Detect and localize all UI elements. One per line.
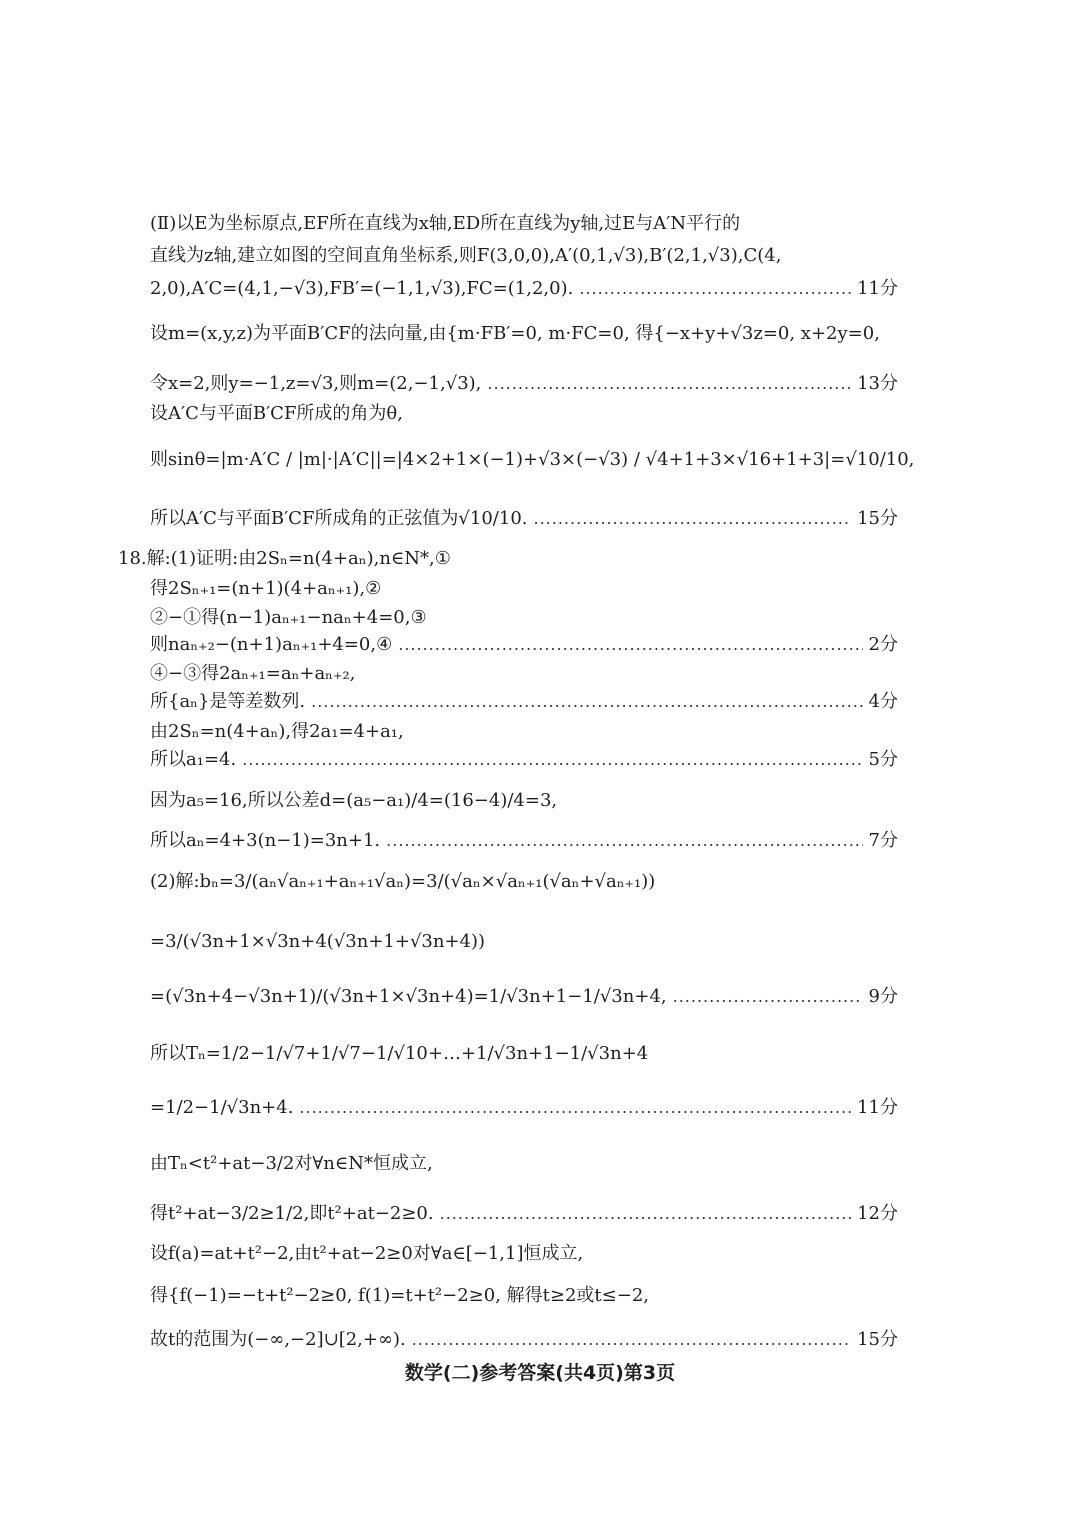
line-text: =3/(√3n+1×√3n+4(√3n+1+√3n+4)) [150, 931, 486, 952]
text-line [150, 400, 898, 428]
line-text: 由Tₙ<t²+at−3/2对∀n∈N*恒成立, [150, 1153, 433, 1174]
text-line [150, 1150, 898, 1178]
leader-dots [579, 275, 851, 303]
line-text: 所以a₁=4. [150, 749, 237, 770]
line-text: 令x=2,则y=−1,z=√3,则m=(2,−1,√3), [150, 373, 482, 394]
line-text: 得t²+at−3/2≥1/2,即t²+at−2≥0. [150, 1203, 434, 1224]
line-text: 设f(a)=at+t²−2,由t²+at−2≥0对∀a∈[−1,1]恒成立, [150, 1243, 584, 1264]
score-label: 2分 [868, 634, 898, 655]
text-line [150, 718, 898, 746]
line-text: 所以aₙ=4+3(n−1)=3n+1. [150, 830, 381, 851]
line-text: (2)解:bₙ=3/(aₙ√aₙ₊₁+aₙ₊₁√aₙ)=3/(√aₙ×√aₙ₊₁(√aₙ+√aₙ₊₁)) [150, 871, 656, 892]
score-label: 5分 [868, 749, 898, 770]
leader-dots [386, 827, 862, 855]
leader-dots [398, 631, 862, 659]
line-text: 因为a₅=16,所以公差d=(a₅−a₁)/4=(16−4)/4=3, [150, 790, 558, 811]
score-label: 11分 [857, 278, 898, 299]
line-text: 设m=(x,y,z)为平面B′CF的法向量,由{m·FB′=0, m·FC=0, 得{−x+y+√3z=0, x+2y=0, [150, 323, 880, 344]
line-text: 2,0),A′C=(4,1,−√3),FB′=(−1,1,√3),FC=(1,2,0). [150, 278, 574, 299]
score-label: 15分 [857, 1329, 898, 1350]
page-footer: 数学(二)参考答案(共4页)第3页 [404, 1362, 676, 1384]
text-line [150, 1240, 898, 1268]
scored-line [150, 631, 898, 659]
leader-dots [440, 1200, 851, 1228]
text-line [150, 1282, 898, 1310]
line-text: 所以A′C与平面B′CF所成角的正弦值为√10/10. [150, 508, 528, 529]
line-text: 所以Tₙ=1/2−1/√7+1/√7−1/√10+…+1/√3n+1−1/√3n+4 [150, 1043, 649, 1064]
text-line [150, 787, 898, 815]
line-text: 则naₙ₊₂−(n+1)aₙ₊₁+4=0,④ [150, 634, 393, 655]
leader-dots [412, 1326, 851, 1354]
line-text: 所{aₙ}是等差数列. [150, 691, 306, 712]
scored-line [150, 1200, 898, 1228]
score-label: 12分 [857, 1203, 898, 1224]
text-line [118, 545, 898, 573]
score-label: 15分 [857, 508, 898, 529]
line-text: ④−③得2aₙ₊₁=aₙ+aₙ₊₂, [150, 663, 356, 684]
text-line [150, 1040, 898, 1068]
leader-dots [534, 505, 852, 533]
line-text: 设A′C与平面B′CF所成的角为θ, [150, 403, 403, 424]
leader-dots [242, 746, 862, 774]
leader-dots [299, 1094, 851, 1122]
text-line [150, 928, 898, 956]
text-line [150, 242, 898, 270]
line-text: 故t的范围为(−∞,−2]∪[2,+∞). [150, 1329, 406, 1350]
line-text: 由2Sₙ=n(4+aₙ),得2a₁=4+a₁, [150, 721, 404, 742]
line-text: =(√3n+4−√3n+1)/(√3n+1×√3n+4)=1/√3n+1−1/√3n+4, [150, 986, 667, 1007]
line-text: (Ⅱ)以E为坐标原点,EF所在直线为x轴,ED所在直线为y轴,过E与A′N平行的 [150, 213, 741, 234]
score-label: 13分 [857, 373, 898, 394]
scored-line [150, 275, 898, 303]
scored-line [150, 1094, 898, 1122]
scored-line [150, 505, 898, 533]
text-line [150, 604, 898, 632]
text-line [150, 575, 898, 603]
text-line [150, 660, 898, 688]
leader-dots [311, 688, 862, 716]
line-text: 18.解:(1)证明:由2Sₙ=n(4+aₙ),n∈N*,① [118, 548, 451, 569]
scored-line [150, 1326, 898, 1354]
scored-line [150, 827, 898, 855]
line-text: ②−①得(n−1)aₙ₊₁−naₙ+4=0,③ [150, 607, 427, 628]
line-text: =1/2−1/√3n+4. [150, 1097, 294, 1118]
score-label: 4分 [868, 691, 898, 712]
line-text: 得2Sₙ₊₁=(n+1)(4+aₙ₊₁),② [150, 578, 382, 599]
leader-dots [673, 983, 863, 1011]
leader-dots [487, 370, 851, 398]
text-line [150, 446, 915, 474]
scored-line [150, 370, 898, 398]
line-text: 得{f(−1)=−t+t²−2≥0, f(1)=t+t²−2≥0, 解得t≥2或t≤−2, [150, 1285, 649, 1306]
scored-line [150, 983, 898, 1011]
score-label: 9分 [868, 986, 898, 1007]
text-line [150, 210, 898, 238]
line-text: 直线为z轴,建立如图的空间直角坐标系,则F(3,0,0),A′(0,1,√3),B′(2,1,√3),C(4, [150, 245, 782, 266]
text-line [150, 320, 898, 348]
scored-line [150, 688, 898, 716]
score-label: 7分 [868, 830, 898, 851]
line-text: 则sinθ=|m·A′C / |m|·|A′C||=|4×2+1×(−1)+√3×(−√3) / √4+1+3×√16+1+3|=√10/10, [150, 449, 915, 470]
score-label: 11分 [857, 1097, 898, 1118]
text-line [150, 868, 898, 896]
scored-line [150, 746, 898, 774]
